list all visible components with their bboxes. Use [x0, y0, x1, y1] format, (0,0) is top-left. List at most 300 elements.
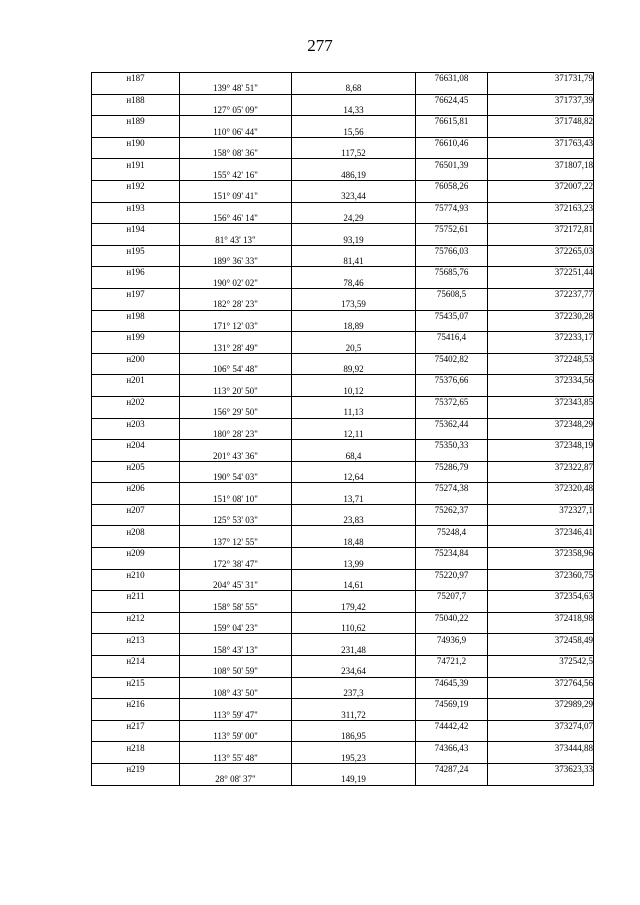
table-row [92, 537, 594, 548]
point-cell: н215 [92, 677, 180, 688]
empty-cell [92, 170, 180, 181]
table-row [92, 742, 594, 753]
y-coordinate-cell: 373444,88 [488, 742, 594, 753]
empty-cell [92, 429, 180, 440]
empty-cell [292, 483, 416, 494]
distance-cell: 311,72 [292, 710, 416, 721]
empty-cell [92, 645, 180, 656]
table-row [92, 364, 594, 375]
angle-cell: 151° 08' 10" [180, 494, 292, 505]
table-row [92, 299, 594, 310]
empty-cell [416, 731, 488, 742]
table-row [92, 148, 594, 159]
x-coordinate-cell: 75286,79 [416, 461, 488, 472]
empty-cell [416, 299, 488, 310]
angle-cell: 190° 54' 03" [180, 472, 292, 483]
distance-cell: 486,19 [292, 170, 416, 181]
x-coordinate-cell: 75350,33 [416, 440, 488, 451]
empty-cell [180, 569, 292, 580]
empty-cell [92, 558, 180, 569]
empty-cell [92, 364, 180, 375]
empty-cell [180, 548, 292, 559]
empty-cell [488, 710, 594, 721]
angle-cell: 137° 12' 55" [180, 537, 292, 548]
y-coordinate-cell: 372348,19 [488, 440, 594, 451]
empty-cell [488, 753, 594, 764]
table-row [92, 191, 594, 202]
distance-cell: 195,23 [292, 753, 416, 764]
distance-cell: 179,42 [292, 602, 416, 613]
coordinates-table [91, 72, 594, 786]
table-row [92, 105, 594, 116]
empty-cell [416, 558, 488, 569]
point-cell: н191 [92, 159, 180, 170]
table-row [92, 580, 594, 591]
empty-cell [292, 612, 416, 623]
x-coordinate-cell: 75774,93 [416, 202, 488, 213]
point-cell: н210 [92, 569, 180, 580]
point-cell: н201 [92, 375, 180, 386]
angle-cell: 156° 29' 50" [180, 407, 292, 418]
empty-cell [292, 94, 416, 105]
empty-cell [180, 483, 292, 494]
empty-cell [488, 688, 594, 699]
table-row [92, 548, 594, 559]
empty-cell [180, 137, 292, 148]
empty-cell [416, 234, 488, 245]
y-coordinate-cell: 372322,87 [488, 461, 594, 472]
table-row [92, 666, 594, 677]
table-row [92, 116, 594, 127]
angle-cell: 113° 59' 47" [180, 710, 292, 721]
empty-cell [416, 753, 488, 764]
empty-cell [488, 558, 594, 569]
x-coordinate-cell: 76058,26 [416, 180, 488, 191]
angle-cell: 201° 43' 36" [180, 450, 292, 461]
empty-cell [488, 602, 594, 613]
coordinates-table-body [92, 73, 594, 786]
angle-cell: 182° 28' 23" [180, 299, 292, 310]
empty-cell [416, 602, 488, 613]
y-coordinate-cell: 372334,56 [488, 375, 594, 386]
empty-cell [292, 526, 416, 537]
empty-cell [416, 213, 488, 224]
y-coordinate-cell: 372230,28 [488, 310, 594, 321]
page-number: 277 [307, 36, 333, 55]
distance-cell: 81,41 [292, 256, 416, 267]
point-cell: н216 [92, 699, 180, 710]
empty-cell [92, 105, 180, 116]
table-row [92, 224, 594, 235]
distance-cell: 11,13 [292, 407, 416, 418]
empty-cell [416, 666, 488, 677]
empty-cell [488, 299, 594, 310]
angle-cell: 81° 43' 13" [180, 234, 292, 245]
empty-cell [180, 504, 292, 515]
empty-cell [488, 515, 594, 526]
angle-cell: 156° 46' 14" [180, 213, 292, 224]
x-coordinate-cell: 75608,5 [416, 288, 488, 299]
point-cell: н190 [92, 137, 180, 148]
angle-cell: 110° 06' 44" [180, 126, 292, 137]
x-coordinate-cell: 75274,38 [416, 483, 488, 494]
y-coordinate-cell: 372764,56 [488, 677, 594, 688]
empty-cell [180, 699, 292, 710]
distance-cell: 186,95 [292, 731, 416, 742]
point-cell: н205 [92, 461, 180, 472]
empty-cell [416, 256, 488, 267]
table-row [92, 612, 594, 623]
y-coordinate-cell: 372163,23 [488, 202, 594, 213]
empty-cell [180, 245, 292, 256]
table-row [92, 256, 594, 267]
empty-cell [92, 602, 180, 613]
empty-cell [416, 170, 488, 181]
empty-cell [416, 342, 488, 353]
table-row [92, 94, 594, 105]
y-coordinate-cell: 372251,44 [488, 267, 594, 278]
table-row [92, 656, 594, 667]
empty-cell [92, 537, 180, 548]
empty-cell [416, 580, 488, 591]
empty-cell [292, 504, 416, 515]
distance-cell: 20,5 [292, 342, 416, 353]
distance-cell: 23,83 [292, 515, 416, 526]
table-row [92, 126, 594, 137]
x-coordinate-cell: 75685,76 [416, 267, 488, 278]
table-row [92, 310, 594, 321]
y-coordinate-cell: 372237,77 [488, 288, 594, 299]
empty-cell [416, 83, 488, 94]
distance-cell: 93,19 [292, 234, 416, 245]
empty-cell [92, 407, 180, 418]
empty-cell [292, 267, 416, 278]
point-cell: н195 [92, 245, 180, 256]
y-coordinate-cell: 372360,75 [488, 569, 594, 580]
empty-cell [180, 375, 292, 386]
table-row [92, 288, 594, 299]
table-row [92, 278, 594, 289]
empty-cell [92, 472, 180, 483]
empty-cell [92, 342, 180, 353]
empty-cell [488, 386, 594, 397]
empty-cell [292, 764, 416, 775]
empty-cell [180, 526, 292, 537]
empty-cell [180, 634, 292, 645]
angle-cell: 180° 28' 23" [180, 429, 292, 440]
empty-cell [180, 310, 292, 321]
y-coordinate-cell: 372172,81 [488, 224, 594, 235]
x-coordinate-cell: 75376,66 [416, 375, 488, 386]
empty-cell [416, 386, 488, 397]
y-coordinate-cell: 372327,1 [488, 504, 594, 515]
empty-cell [292, 375, 416, 386]
table-row [92, 677, 594, 688]
empty-cell [292, 202, 416, 213]
point-cell: н193 [92, 202, 180, 213]
empty-cell [488, 580, 594, 591]
empty-cell [180, 742, 292, 753]
distance-cell: 149,19 [292, 774, 416, 785]
empty-cell [92, 213, 180, 224]
empty-cell [180, 332, 292, 343]
empty-cell [92, 256, 180, 267]
empty-cell [488, 148, 594, 159]
point-cell: н200 [92, 353, 180, 364]
distance-cell: 18,89 [292, 321, 416, 332]
point-cell: н199 [92, 332, 180, 343]
empty-cell [292, 310, 416, 321]
empty-cell [416, 148, 488, 159]
y-coordinate-cell: 372418,98 [488, 612, 594, 623]
distance-cell: 12,64 [292, 472, 416, 483]
angle-cell: 127° 05' 09" [180, 105, 292, 116]
angle-cell: 189° 36' 33" [180, 256, 292, 267]
angle-cell: 113° 59' 00" [180, 731, 292, 742]
distance-cell: 24,29 [292, 213, 416, 224]
table-row [92, 602, 594, 613]
empty-cell [488, 105, 594, 116]
empty-cell [180, 656, 292, 667]
point-cell: н194 [92, 224, 180, 235]
table-row [92, 83, 594, 94]
angle-cell: 171° 12' 03" [180, 321, 292, 332]
angle-cell: 204° 45' 31" [180, 580, 292, 591]
distance-cell: 13,99 [292, 558, 416, 569]
x-coordinate-cell: 75040,22 [416, 612, 488, 623]
empty-cell [488, 364, 594, 375]
empty-cell [292, 569, 416, 580]
empty-cell [180, 677, 292, 688]
empty-cell [488, 666, 594, 677]
table-row [92, 342, 594, 353]
table-row [92, 234, 594, 245]
empty-cell [488, 256, 594, 267]
x-coordinate-cell: 75372,65 [416, 396, 488, 407]
y-coordinate-cell: 372007,22 [488, 180, 594, 191]
y-coordinate-cell: 372233,17 [488, 332, 594, 343]
table-row [92, 515, 594, 526]
table-row [92, 774, 594, 785]
angle-cell: 190° 02' 02" [180, 278, 292, 289]
table-row [92, 159, 594, 170]
point-cell: н196 [92, 267, 180, 278]
empty-cell [180, 396, 292, 407]
x-coordinate-cell: 74287,24 [416, 764, 488, 775]
x-coordinate-cell: 74569,19 [416, 699, 488, 710]
distance-cell: 323,44 [292, 191, 416, 202]
distance-cell: 13,71 [292, 494, 416, 505]
x-coordinate-cell: 75435,07 [416, 310, 488, 321]
y-coordinate-cell: 372989,29 [488, 699, 594, 710]
empty-cell [488, 170, 594, 181]
table-row [92, 483, 594, 494]
empty-cell [92, 234, 180, 245]
point-cell: н207 [92, 504, 180, 515]
empty-cell [92, 126, 180, 137]
table-row [92, 688, 594, 699]
x-coordinate-cell: 75416,4 [416, 332, 488, 343]
empty-cell [416, 623, 488, 634]
empty-cell [292, 396, 416, 407]
empty-cell [92, 666, 180, 677]
angle-cell: 151° 09' 41" [180, 191, 292, 202]
angle-cell: 159° 04' 23" [180, 623, 292, 634]
empty-cell [292, 116, 416, 127]
empty-cell [180, 267, 292, 278]
x-coordinate-cell: 75248,4 [416, 526, 488, 537]
x-coordinate-cell: 74936,9 [416, 634, 488, 645]
x-coordinate-cell: 76610,46 [416, 137, 488, 148]
empty-cell [292, 353, 416, 364]
x-coordinate-cell: 76615,81 [416, 116, 488, 127]
empty-cell [416, 105, 488, 116]
table-row [92, 202, 594, 213]
empty-cell [92, 321, 180, 332]
table-row [92, 407, 594, 418]
empty-cell [416, 494, 488, 505]
empty-cell [180, 288, 292, 299]
empty-cell [292, 418, 416, 429]
point-cell: н198 [92, 310, 180, 321]
empty-cell [488, 321, 594, 332]
table-row [92, 504, 594, 515]
empty-cell [416, 472, 488, 483]
x-coordinate-cell: 75766,03 [416, 245, 488, 256]
table-row [92, 73, 594, 84]
angle-cell: 158° 08' 36" [180, 148, 292, 159]
empty-cell [180, 461, 292, 472]
y-coordinate-cell: 372358,96 [488, 548, 594, 559]
table-row [92, 720, 594, 731]
point-cell: н213 [92, 634, 180, 645]
x-coordinate-cell: 75362,44 [416, 418, 488, 429]
empty-cell [180, 224, 292, 235]
empty-cell [180, 720, 292, 731]
empty-cell [488, 407, 594, 418]
x-coordinate-cell: 75402,82 [416, 353, 488, 364]
empty-cell [92, 191, 180, 202]
table-row [92, 645, 594, 656]
distance-cell: 78,46 [292, 278, 416, 289]
y-coordinate-cell: 372346,41 [488, 526, 594, 537]
y-coordinate-cell: 371748,82 [488, 116, 594, 127]
distance-cell: 173,59 [292, 299, 416, 310]
point-cell: н192 [92, 180, 180, 191]
y-coordinate-cell: 371807,18 [488, 159, 594, 170]
y-coordinate-cell: 372458,49 [488, 634, 594, 645]
distance-cell: 14,61 [292, 580, 416, 591]
point-cell: н212 [92, 612, 180, 623]
distance-cell: 8,68 [292, 83, 416, 94]
distance-cell: 117,52 [292, 148, 416, 159]
y-coordinate-cell: 372348,29 [488, 418, 594, 429]
distance-cell: 68,4 [292, 450, 416, 461]
empty-cell [488, 645, 594, 656]
point-cell: н218 [92, 742, 180, 753]
empty-cell [292, 742, 416, 753]
x-coordinate-cell: 74442,42 [416, 720, 488, 731]
empty-cell [92, 83, 180, 94]
empty-cell [488, 623, 594, 634]
y-coordinate-cell: 371763,43 [488, 137, 594, 148]
empty-cell [416, 191, 488, 202]
empty-cell [416, 688, 488, 699]
empty-cell [92, 580, 180, 591]
empty-cell [488, 191, 594, 202]
empty-cell [416, 126, 488, 137]
empty-cell [92, 623, 180, 634]
x-coordinate-cell: 75220,97 [416, 569, 488, 580]
distance-cell: 14,33 [292, 105, 416, 116]
x-coordinate-cell: 75262,37 [416, 504, 488, 515]
empty-cell [180, 591, 292, 602]
empty-cell [92, 515, 180, 526]
table-row [92, 699, 594, 710]
distance-cell: 12,11 [292, 429, 416, 440]
empty-cell [488, 213, 594, 224]
empty-cell [92, 494, 180, 505]
empty-cell [292, 440, 416, 451]
table-row [92, 213, 594, 224]
x-coordinate-cell: 76631,08 [416, 73, 488, 84]
empty-cell [416, 774, 488, 785]
distance-cell: 237,3 [292, 688, 416, 699]
distance-cell: 15,56 [292, 126, 416, 137]
empty-cell [180, 94, 292, 105]
table-row [92, 137, 594, 148]
empty-cell [92, 710, 180, 721]
x-coordinate-cell: 75234,84 [416, 548, 488, 559]
empty-cell [292, 137, 416, 148]
y-coordinate-cell: 371731,79 [488, 73, 594, 84]
empty-cell [292, 180, 416, 191]
angle-cell: 113° 55' 48" [180, 753, 292, 764]
empty-cell [488, 494, 594, 505]
empty-cell [92, 148, 180, 159]
empty-cell [292, 245, 416, 256]
empty-cell [416, 710, 488, 721]
distance-cell: 231,48 [292, 645, 416, 656]
table-row [92, 558, 594, 569]
empty-cell [292, 159, 416, 170]
empty-cell [92, 774, 180, 785]
table-row [92, 753, 594, 764]
empty-cell [92, 386, 180, 397]
distance-cell: 110,62 [292, 623, 416, 634]
x-coordinate-cell: 76501,39 [416, 159, 488, 170]
empty-cell [292, 656, 416, 667]
empty-cell [292, 224, 416, 235]
point-cell: н203 [92, 418, 180, 429]
table-row [92, 461, 594, 472]
empty-cell [180, 202, 292, 213]
table-row [92, 396, 594, 407]
empty-cell [92, 688, 180, 699]
table-row [92, 386, 594, 397]
table-row [92, 267, 594, 278]
table-row [92, 591, 594, 602]
x-coordinate-cell: 76624,45 [416, 94, 488, 105]
empty-cell [416, 364, 488, 375]
y-coordinate-cell: 372542,5 [488, 656, 594, 667]
angle-cell: 172° 38' 47" [180, 558, 292, 569]
point-cell: н214 [92, 656, 180, 667]
table-row [92, 440, 594, 451]
empty-cell [416, 321, 488, 332]
point-cell: н188 [92, 94, 180, 105]
table-row [92, 170, 594, 181]
